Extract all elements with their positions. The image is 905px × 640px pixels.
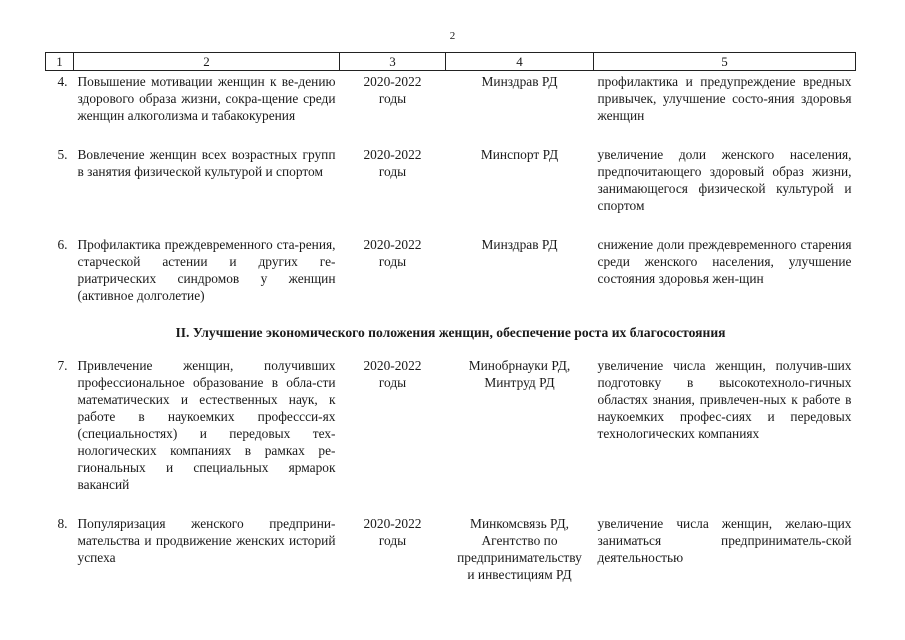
row-number: 8. (57, 516, 68, 531)
column-header: 4 (446, 53, 594, 71)
page-number: 2 (449, 30, 456, 42)
period-unit: годы (378, 533, 407, 548)
period-years: 2020-2022 (363, 147, 422, 162)
section-title: II. Улучшение экономического положения женщин, обеспечение роста их благосостояния (175, 325, 726, 340)
column-header: 2 (74, 53, 340, 71)
table-row (46, 513, 856, 603)
period-years: 2020-2022 (363, 516, 422, 531)
task-text: Вовлечение женщин всех возрастных групп в занятия физической культурой и спортом (77, 147, 336, 179)
table-row (46, 355, 856, 513)
task-text: Популяризация женского предприни-мательства и продвижение женских историй успеха (77, 516, 336, 565)
period-cell (340, 355, 446, 513)
result-text: увеличение доли женского населения, предпочитающего здоровый образ жизни, занимающегося физической культурой и спортом (597, 147, 852, 213)
period-years: 2020-2022 (363, 237, 422, 252)
row-number: 4. (57, 74, 68, 89)
executor-cell (446, 513, 594, 603)
result-text: снижение доли преждевременного старения среди женского населения, улучшение состояния здоровья жен-щин (597, 237, 852, 286)
period-cell (340, 513, 446, 603)
row-number: 5. (57, 147, 68, 162)
executor-line: Минкомсвязь РД, (470, 516, 569, 531)
executor-cell (446, 355, 594, 513)
executor-line: и инвестициям РД (467, 567, 572, 582)
task-text: Повышение мотивации женщин к ве-дению здорового образа жизни, сокра-щение среди женщин алкоголизма и табакокурения (77, 74, 336, 123)
period-unit: годы (378, 91, 407, 106)
row-number: 7. (57, 358, 68, 373)
executor-line: Минтруд РД (484, 375, 555, 390)
executor-line: Минздрав РД (481, 237, 558, 252)
period-cell (340, 234, 446, 324)
executor-line: Минспорт РД (480, 147, 559, 162)
period-cell (340, 144, 446, 234)
table-row (46, 144, 856, 234)
executor-line: Агентство по (481, 533, 558, 548)
period-unit: годы (378, 164, 407, 179)
period-years: 2020-2022 (363, 74, 422, 89)
executor-line: Минобрнауки РД, (468, 358, 571, 373)
executor-cell (446, 71, 594, 145)
task-text: Профилактика преждевременного ста-рения, старческой астении и других ге-риатрических синдромов у женщин (активное долголетие) (77, 237, 336, 303)
result-text: увеличение числа женщин, получив-ших подготовку в высокотехноло-гичных областях знания, привлечен-ных к работе в наукоемких профес-сиях и передовых технологических компаниях (597, 358, 852, 441)
column-header: 3 (340, 53, 446, 71)
table-row (46, 234, 856, 324)
executor-line: Минздрав РД (481, 74, 558, 89)
executor-cell (446, 234, 594, 324)
period-years: 2020-2022 (363, 358, 422, 373)
executor-cell (446, 144, 594, 234)
measures-table (45, 52, 856, 603)
row-number: 6. (57, 237, 68, 252)
period-unit: годы (378, 254, 407, 269)
executor-line: предпринимательству (457, 550, 582, 565)
period-cell (340, 71, 446, 145)
result-text: профилактика и предупреждение вредных привычек, улучшение состо-яния здоровья женщин (597, 74, 852, 123)
column-header: 1 (46, 53, 74, 71)
column-number-row (46, 53, 856, 71)
column-header: 5 (594, 53, 856, 71)
period-unit: годы (378, 375, 407, 390)
section-row (46, 324, 856, 355)
result-text: увеличение числа женщин, желаю-щих заниматься предприниматель-ской деятельностью (597, 516, 852, 565)
table-row (46, 71, 856, 145)
task-text: Привлечение женщин, получивших профессиональное образование в обла-сти математических и естественных наук, к работе в наукоемких профессси-ях (специальностях) и передовых тех-нологических компаниях в рамках ре-гиональных и специальных ярмарок вакансий (77, 358, 336, 492)
